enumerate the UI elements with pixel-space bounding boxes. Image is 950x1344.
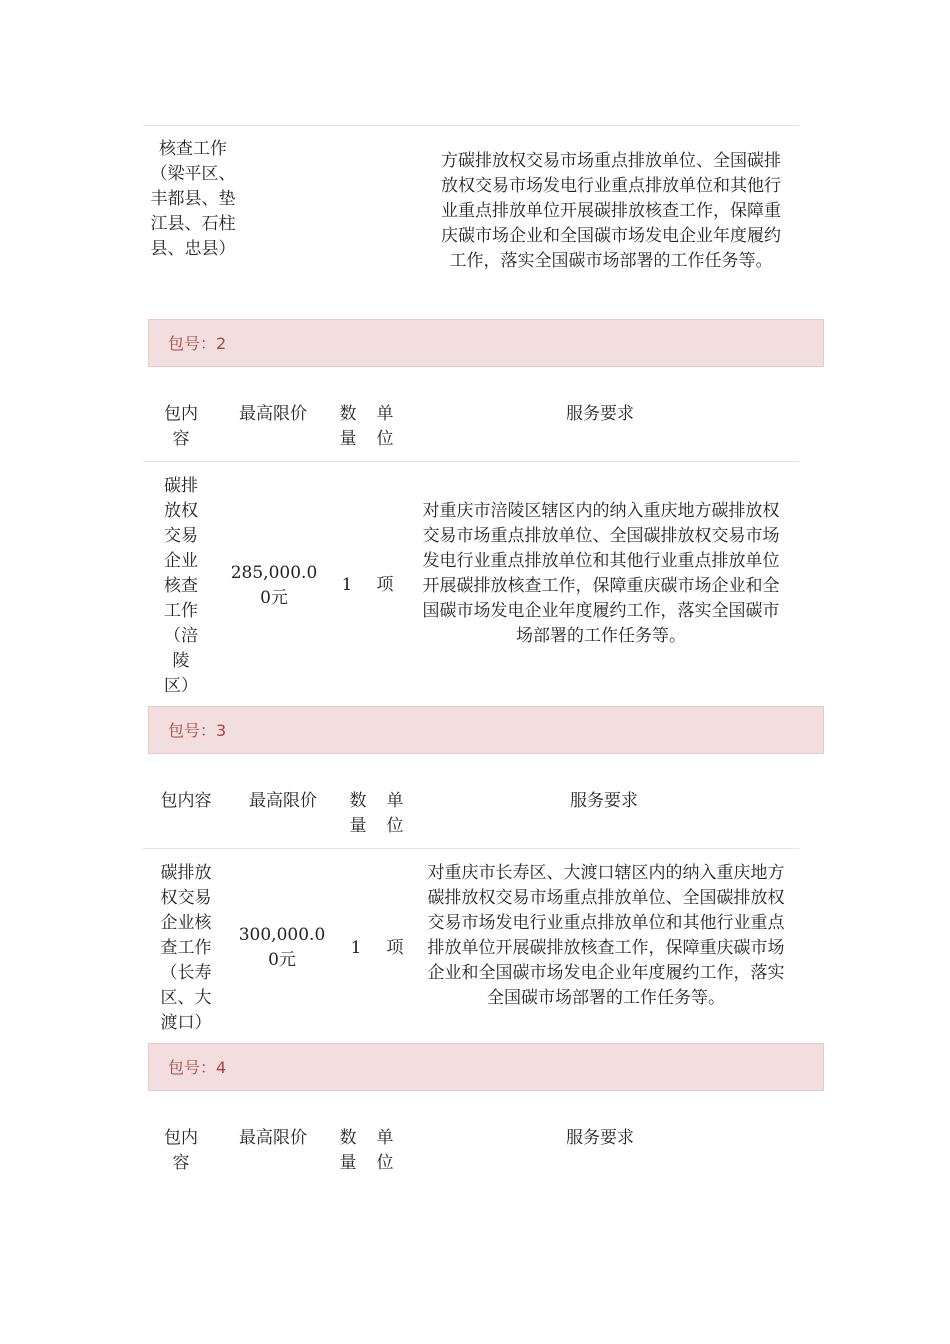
header-requirement: 服务要求 [570, 791, 638, 811]
header-content: 包内容 [164, 404, 198, 449]
header-max-price: 最高限价 [249, 791, 317, 811]
header-max-price: 最高限价 [239, 1128, 307, 1148]
header-quantity: 数量 [349, 791, 367, 836]
row-unit: 项 [376, 575, 394, 595]
header-unit: 单位 [376, 404, 394, 449]
header-content: 包内容 [160, 791, 212, 811]
row-requirement: 对重庆市涪陵区辖区内的纳入重庆地方碳排放权交易市场重点排放单位、全国碳排放权交易市场发电行业重点排放单位和其他行业重点排放单位开展碳排放核查工作，保障重庆碳市场企业和全国碳市场发电企业年度履约工作，落实全国碳市场部署的工作任务等。 [422, 501, 780, 646]
package-label: 包号：2 [168, 334, 227, 353]
row-quantity: 1 [350, 938, 362, 958]
row-content: 核查工作（梁平区、丰都县、垫江县、石柱县、忠县） [150, 139, 236, 259]
row-requirement: 对重庆市长寿区、大渡口辖区内的纳入重庆地方碳排放权交易市场重点排放单位、全国碳排放权交易市场发电行业重点排放单位和其他行业重点排放单位开展碳排放核查工作，保障重庆碳市场企业和全国碳市场发电企业年度履约工作，落实全国碳市场部署的工作任务等。 [427, 863, 785, 1008]
row-max-price: 300,000.00元 [238, 925, 326, 970]
package-heading [148, 319, 824, 367]
package-heading [148, 1043, 824, 1091]
table-divider [143, 461, 799, 462]
header-unit: 单位 [386, 791, 404, 836]
header-unit: 单位 [376, 1128, 394, 1173]
table-divider [143, 125, 799, 126]
header-content: 包内容 [164, 1128, 198, 1173]
row-content: 碳排放权交易企业核查工作（长寿区、大渡口） [160, 863, 212, 1033]
row-content: 碳排放权交易企业核查工作（涪陵区） [164, 476, 198, 696]
header-max-price: 最高限价 [239, 404, 307, 424]
row-quantity: 1 [341, 575, 353, 595]
package-label: 包号：3 [168, 721, 227, 740]
table-divider [143, 848, 799, 849]
row-requirement: 方碳排放权交易市场重点排放单位、全国碳排放权交易市场发电行业重点排放单位和其他行业重点排放单位开展碳排放核查工作，保障重庆碳市场企业和全国碳市场发电企业年度履约工作，落实全国碳市场部署的工作任务等。 [441, 151, 781, 271]
header-quantity: 数量 [339, 404, 357, 449]
package-heading [148, 706, 824, 754]
header-requirement: 服务要求 [566, 404, 634, 424]
header-requirement: 服务要求 [566, 1128, 634, 1148]
row-max-price: 285,000.00元 [230, 563, 318, 608]
package-label: 包号：4 [168, 1058, 227, 1077]
header-quantity: 数量 [339, 1128, 357, 1173]
row-unit: 项 [386, 938, 404, 958]
